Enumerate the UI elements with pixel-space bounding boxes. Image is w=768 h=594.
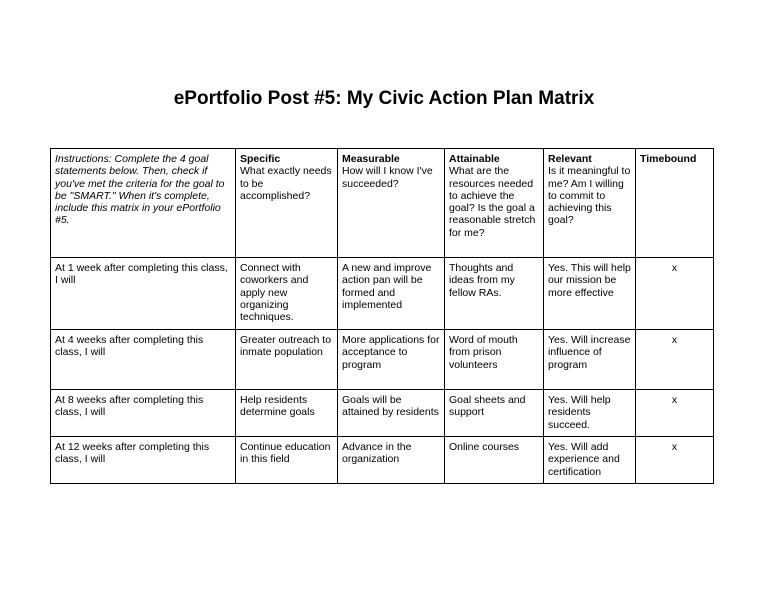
measurable-cell: A new and improve action pan will be formed and implemented (338, 258, 445, 330)
relevant-cell: Yes. Will increase influence of program (544, 330, 636, 390)
timebound-header-cell (636, 149, 714, 258)
page-title: ePortfolio Post #5: My Civic Action Plan Matrix (173, 88, 595, 109)
relevant-header-cell (544, 149, 636, 258)
table-row (51, 390, 714, 437)
goal-cell: At 1 week after completing this class, I will (51, 258, 236, 330)
relevant-cell: Yes. This will help our mission be more effective (544, 258, 636, 330)
goal-cell: At 8 weeks after completing this class, I will (51, 390, 236, 437)
timebound-cell: x (636, 390, 714, 437)
timebound-cell: x (636, 258, 714, 330)
relevant-cell: Yes. Will help residents succeed. (544, 390, 636, 437)
measurable-header-cell (338, 149, 445, 258)
specific-cell: Continue education in this field (236, 437, 338, 484)
specific-cell: Greater outreach to inmate population (236, 330, 338, 390)
relevant-heading: Relevant (548, 153, 592, 165)
attainable-cell: Online courses (445, 437, 544, 484)
relevant-cell: Yes. Will add experience and certification (544, 437, 636, 484)
attainable-cell: Word of mouth from prison volunteers (445, 330, 544, 390)
instructions-text: Instructions: Complete the 4 goal statements below. Then, check if you've met the criteria for the goal to be "SMART." When it's complete, include this matrix in your ePortfolio #5. (55, 153, 225, 227)
attainable-header-cell (445, 149, 544, 258)
specific-cell: Connect with coworkers and apply new organizing techniques. (236, 258, 338, 330)
specific-cell: Help residents determine goals (236, 390, 338, 437)
timebound-cell: x (636, 330, 714, 390)
relevant-question: Is it meaningful to me? Am I willing to commit to achieving this goal? (548, 165, 631, 227)
attainable-heading: Attainable (449, 153, 500, 165)
measurable-cell: Goals will be attained by residents (338, 390, 445, 437)
table-row (51, 330, 714, 390)
measurable-cell: Advance in the organization (338, 437, 445, 484)
specific-header-cell (236, 149, 338, 258)
specific-question: What exactly needs to be accomplished? (240, 165, 332, 202)
measurable-question: How will I know I've succeeded? (342, 165, 433, 190)
goal-cell: At 12 weeks after completing this class, I will (51, 437, 236, 484)
specific-heading: Specific (240, 153, 281, 165)
instructions-cell (51, 149, 236, 258)
attainable-question: What are the resources needed to achieve the goal? Is the goal a reasonable stretch for me? (449, 165, 536, 239)
attainable-cell: Goal sheets and support (445, 390, 544, 437)
goal-cell: At 4 weeks after completing this class, I will (51, 330, 236, 390)
timebound-heading: Timebound (640, 153, 697, 165)
header-row (51, 149, 714, 258)
table-row (51, 437, 714, 484)
timebound-cell: x (636, 437, 714, 484)
measurable-heading: Measurable (342, 153, 400, 165)
civic-action-plan-table (50, 148, 714, 484)
attainable-cell: Thoughts and ideas from my fellow RAs. (445, 258, 544, 330)
table-row (51, 258, 714, 330)
measurable-cell: More applications for acceptance to program (338, 330, 445, 390)
